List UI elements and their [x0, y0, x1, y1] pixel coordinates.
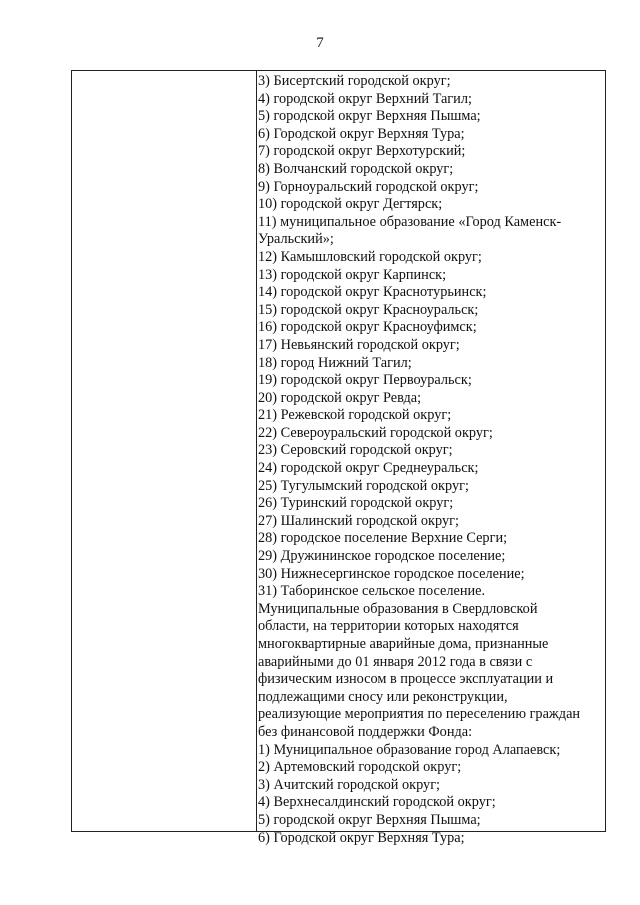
list-line: 19) городской округ Первоуральск;	[258, 372, 472, 389]
list-line: 27) Шалинский городской округ;	[258, 512, 459, 529]
list-line: многоквартирные аварийные дома, признанные	[258, 636, 549, 652]
list-line: 4) городской округ Верхний Тагил;	[258, 90, 472, 107]
list-line: 11) муниципальное образование «Город Каменск-	[258, 213, 562, 230]
list-line: 2) Артемовский городской округ;	[258, 759, 462, 776]
document-table	[71, 70, 606, 846]
list-line: 15) городской округ Красноуральск;	[258, 301, 479, 318]
list-line: 5) городской округ Верхняя Пышма;	[258, 108, 481, 125]
list-line: 18) город Нижний Тагил;	[258, 354, 412, 371]
list-line: 21) Режевской городской округ;	[258, 407, 452, 424]
list-line: 29) Дружининское городское поселение;	[258, 548, 506, 565]
list-line: 20) городской округ Ревда;	[258, 389, 422, 406]
municipality-list	[258, 73, 601, 847]
list-line: Уральский»;	[258, 231, 334, 248]
list-line: 5) городской округ Верхняя Пышма;	[258, 811, 481, 828]
list-line: без финансовой поддержки Фонда:	[258, 723, 473, 740]
list-line: 4) Верхнесалдинский городской округ;	[258, 794, 496, 811]
list-line: 3) Ачитский городской округ;	[258, 776, 441, 793]
list-line: области, на территории которых находятся	[258, 618, 519, 635]
list-line: 28) городское поселение Верхние Серги;	[258, 530, 508, 547]
list-line: реализующие мероприятия по переселению граждан	[258, 706, 581, 723]
list-line: 13) городской округ Карпинск;	[258, 266, 447, 283]
list-line: 8) Волчанский городской округ;	[258, 160, 454, 177]
list-line: 22) Североуральский городской округ;	[258, 424, 493, 441]
list-line: 24) городской округ Среднеуральск;	[258, 460, 479, 477]
list-line: 23) Серовский городской округ;	[258, 442, 453, 459]
list-line: 12) Камышловский городской округ;	[258, 248, 482, 265]
list-line: 25) Тугулымский городской округ;	[258, 477, 469, 494]
page-number: 7	[316, 35, 324, 51]
list-line: 26) Туринский городской округ;	[258, 495, 454, 512]
list-line: 14) городской округ Краснотурьинск;	[258, 284, 487, 301]
list-line: 16) городской округ Красноуфимск;	[258, 319, 477, 336]
list-line: аварийными до 01 января 2012 года в связи с	[258, 653, 533, 670]
list-line: Муниципальные образования в Свердловской	[258, 600, 538, 617]
column-divider	[256, 71, 257, 831]
list-line: 10) городской округ Дегтярск;	[258, 196, 443, 213]
list-line: подлежащими сносу или реконструкции,	[258, 688, 508, 705]
list-line: 1) Муниципальное образование город Алапаевск;	[258, 741, 561, 758]
list-line: 9) Горноуральский городской округ;	[258, 178, 479, 195]
list-line: физическим износом в процессе эксплуатации и	[258, 671, 554, 688]
list-line: 6) Городской округ Верхняя Тура;	[258, 829, 465, 846]
list-line: 6) Городской округ Верхняя Тура;	[258, 125, 465, 142]
list-line: 3) Бисертский городской округ;	[258, 73, 451, 89]
list-line: 7) городской округ Верхотурский;	[258, 143, 466, 160]
list-line: 30) Нижнесергинское городское поселение;	[258, 565, 525, 582]
list-line: 31) Таборинское сельское поселение.	[258, 583, 486, 600]
list-line: 17) Невьянский городской округ;	[258, 336, 460, 353]
